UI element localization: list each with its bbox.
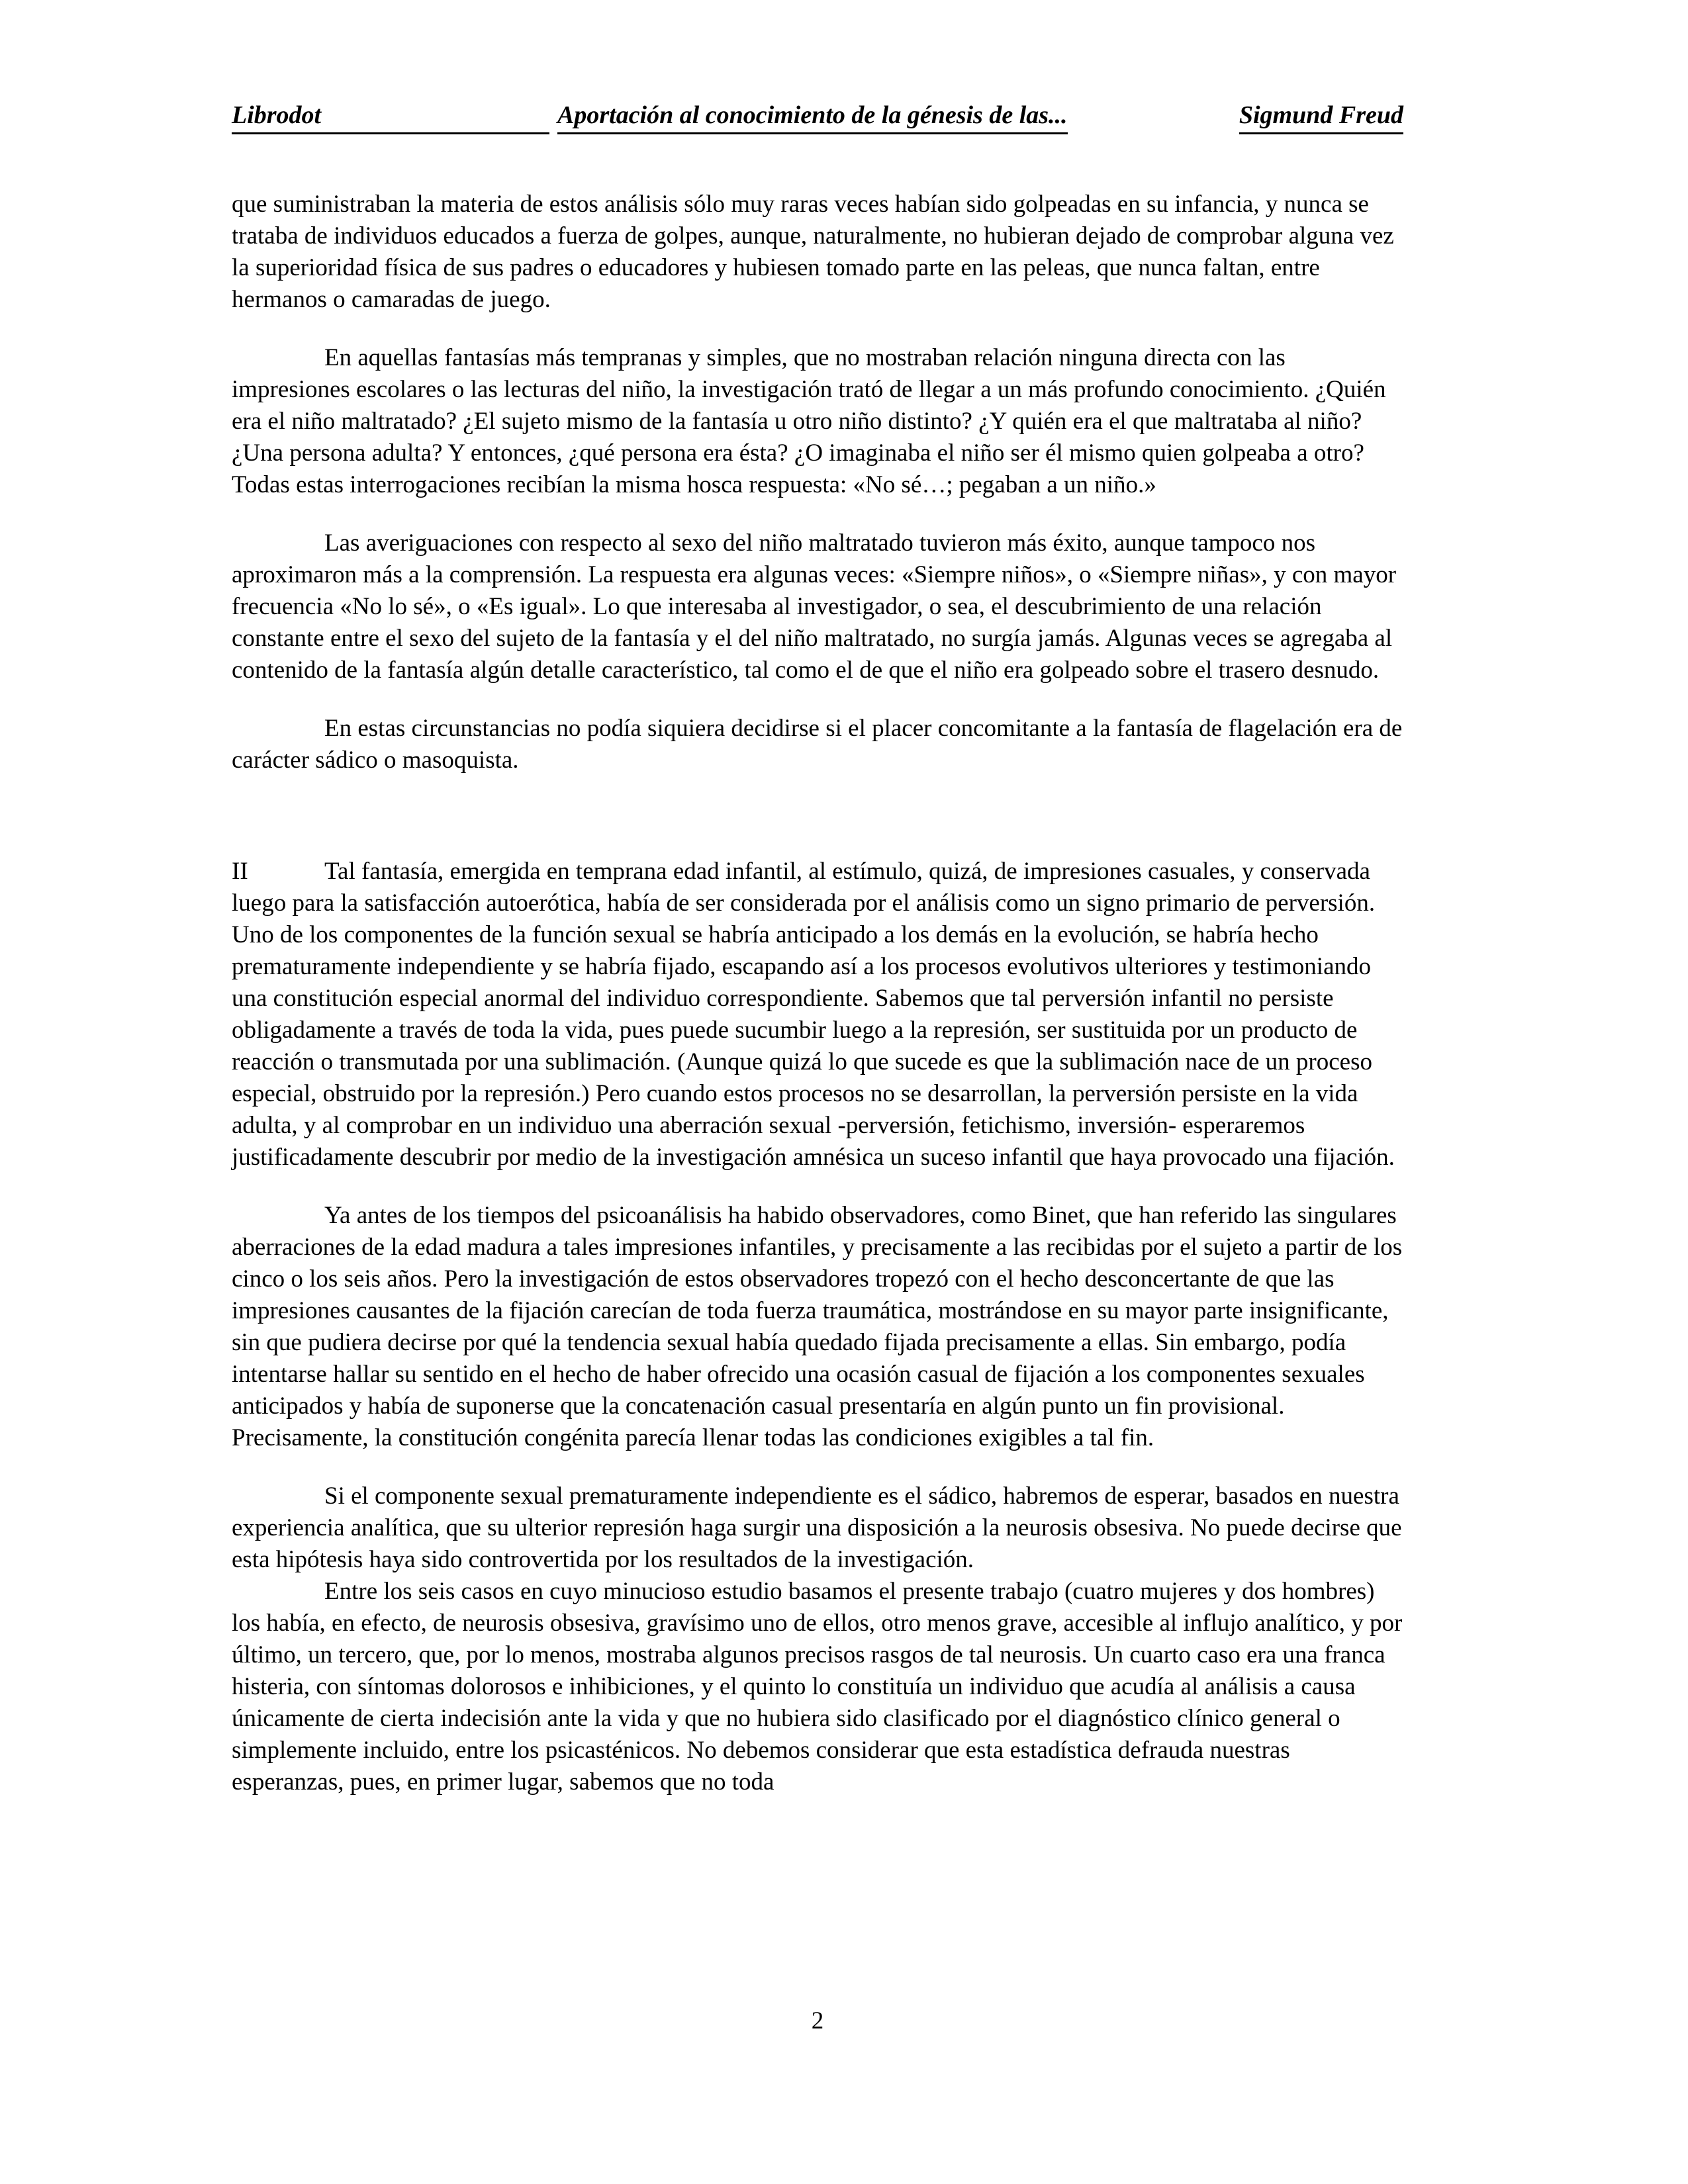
paragraph: II Tal fantasía, emergida en temprana edad infantil, al estímulo, quizá, de impresiones casuales, y conservada luego para la satisfacción autoerótica, había de ser considerada por el análisis como un signo primario de perversión. Uno de los componentes de la función sexual se habría anticipado a los demás en la evolución, se habría hecho prematuramente independiente y se habría fijado, escapando así a los procesos evolutivos ulteriores y testimoniando una constitución especial anormal del individuo correspondiente. Sabemos que tal perversión infantil no persiste obligadamente a través de toda la vida, pues puede sucumbir luego a la represión, ser sustituida por un producto de reacción o transmutada por una sublimación. (Aunque quizá lo que sucede es que la sublimación nace de un proceso especial, obstruido por la represión.) Pero cuando estos procesos no se desarrollan, la perversión persiste en la vida adulta, y al comprobar en un individuo una aberración sexual -perversión, fetichismo, inversión- esperaremos justificadamente descubrir por medio de la investigación amnésica un suceso infantil que haya provocado una fijación. [232, 856, 1403, 1173]
running-header [232, 99, 1403, 134]
header-author: Sigmund Freud [1239, 99, 1403, 134]
page-number: 2 [811, 2007, 824, 2034]
section-marker: II [232, 858, 248, 885]
paragraph: En aquellas fantasías más tempranas y simples, que no mostraban relación ninguna directa con las impresiones escolares o las lecturas del niño, la investigación trató de llegar a un más profundo conocimiento. ¿Quién era el niño maltratado? ¿El sujeto mismo de la fantasía u otro niño distinto? ¿Y quién era el que maltrataba al niño? ¿Una persona adulta? Y entonces, ¿qué persona era ésta? ¿O imaginaba el niño ser él mismo quien golpeaba a otro? Todas estas interrogaciones recibían la misma hosca respuesta: «No sé…; pegaban a un niño.» [232, 344, 1386, 498]
paragraph: Si el componente sexual prematuramente independiente es el sádico, habremos de esperar, basados en nuestra experiencia analítica, que su ulterior represión haga surgir una disposición a la neurosis obsesiva. No puede decirse que esta hipótesis haya sido controvertida por los resultados de la investigación. [232, 1482, 1402, 1573]
page-footer [232, 2005, 1403, 2037]
paragraph: En estas circunstancias no podía siquiera decidirse si el placer concomitante a la fantasía de flagelación era de carácter sádico o masoquista. [232, 715, 1403, 774]
paragraph: que suministraban la materia de estos análisis sólo muy raras veces habían sido golpeadas en su infancia, y nunca se trataba de individuos educados a fuerza de golpes, aunque, naturalmente, no hubieran dejado de comprobar alguna vez la superioridad física de sus padres o educadores y hubiesen tomado parte en las peleas, que nunca faltan, entre hermanos o camaradas de juego. [232, 191, 1394, 313]
paragraph: Ya antes de los tiempos del psicoanálisis ha habido observadores, como Binet, que han referido las singulares aberraciones de la edad madura a tales impresiones infantiles, y precisamente a las recibidas por el sujeto a partir de los cinco o los seis años. Pero la investigación de estos observadores tropezó con el hecho desconcertante de que las impresiones causantes de la fijación carecían de toda fuerza traumática, mostrándose en su mayor parte insignificante, sin que pudiera decirse por qué la tendencia sexual había quedado fijada precisamente a ellas. Sin embargo, podía intentarse hallar su sentido en el hecho de haber ofrecido una ocasión casual de fijación a los componentes sexuales anticipados y había de suponerse que la concatenación casual presentaría en algún punto un fin provisional. Precisamente, la constitución congénita parecía llenar todas las condiciones exigibles a tal fin. [232, 1202, 1403, 1451]
paragraph: Entre los seis casos en cuyo minucioso estudio basamos el presente trabajo (cuatro mujeres y dos hombres) los había, en efecto, de neurosis obsesiva, gravísimo uno de ellos, otro menos grave, accesible al influjo analítico, y por último, un tercero, que, por lo menos, mostraba algunos precisos rasgos de tal neurosis. Un cuarto caso era una franca histeria, con síntomas dolorosos e inhibiciones, y el quinto lo constituía un individuo que acudía al análisis a causa únicamente de cierta indecisión ante la vida y que no hubiera sido clasificado por el diagnóstico clínico general o simplemente incluido, entre los psicasténicos. No debemos considerar que esta estadística defrauda nuestras esperanzas, pues, en primer lugar, sabemos que no toda [232, 1578, 1403, 1796]
paragraph: Las averiguaciones con respecto al sexo del niño maltratado tuvieron más éxito, aunque tampoco nos aproximaron más a la comprensión. La respuesta era algunas veces: «Siempre niños», o «Siempre niñas», y con mayor frecuencia «No lo sé», o «Es igual». Lo que interesaba al investigador, o sea, el descubrimiento de una relación constante entre el sexo del sujeto de la fantasía y el del niño maltratado, no surgía jamás. Algunas veces se agregaba al contenido de la fantasía algún detalle característico, tal como el de que el niño era golpeado sobre el trasero desnudo. [232, 529, 1397, 684]
header-title: Aportación al conocimiento de la génesis de las... [557, 99, 1068, 134]
document-body [232, 189, 1403, 1798]
header-publisher [232, 99, 549, 134]
header-publisher-label: Librodot [232, 101, 322, 129]
